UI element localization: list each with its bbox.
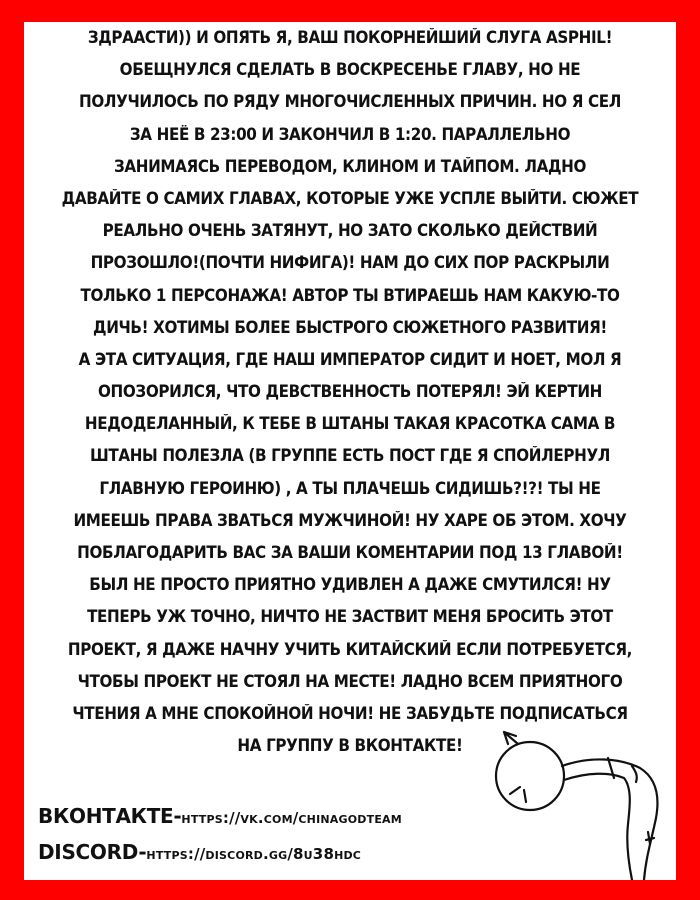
message-line: ЧТОБЫ ПРОЕКТ НЕ СТОЯЛ НА МЕСТЕ! ЛАДНО ВСЕМ ПРИЯТНОГО — [77, 671, 623, 691]
discord-url[interactable]: https://discord.gg/8u38hdc — [146, 845, 362, 863]
message-line: НА ГРУППУ В ВКОНТАКТЕ! — [237, 736, 463, 756]
notice-panel — [24, 22, 676, 880]
discord-label: DISCORD — [38, 840, 139, 864]
message-line: ПОЛУЧИЛОСЬ ПО РЯДУ МНОГОЧИСЛЕННЫХ ПРИЧИН. НО Я СЕЛ — [79, 92, 621, 112]
message-line: ЗАНИМАЯСЬ ПЕРЕВОДОМ, КЛИНОМ И ТАЙПОМ. ЛАДНО — [113, 156, 587, 176]
message-line: ЗА НЕЁ В 23:00 И ЗАКОНЧИЛ В 1:20. ПАРАЛЛЕЛЬНО — [129, 124, 571, 144]
message-line: БЫЛ НЕ ПРОСТО ПРИЯТНО УДИВЛЕН А ДАЖЕ СМУТИЛСЯ! НУ — [89, 575, 611, 595]
doodle-head — [496, 742, 564, 810]
message-line: ПОБЛАГОДАРИТЬ ВАС ЗА ВАШИ КОМЕНТАРИИ ПОД 13 ГЛАВОЙ! — [77, 543, 623, 562]
discord-separator: - — [138, 840, 147, 864]
message-line: ОПОЗОРИЛСЯ, ЧТО ДЕВСТВЕННОСТЬ ПОТЕРЯЛ! ЭЙ КЕРТИН — [98, 382, 602, 402]
vk-label: ВКОНТАКТЕ — [38, 804, 174, 828]
message-line: ТОЛЬКО 1 ПЕРСОНАЖА! АВТОР ТЫ ВТИРАЕШЬ НАМ КАКУЮ-ТО — [80, 285, 620, 305]
doodle-eye-right — [524, 790, 526, 802]
vk-url[interactable]: https://vk.com/chinagodteam — [181, 809, 402, 827]
message-line: НЕДОДЕЛАННЫЙ, К ТЕБЕ В ШТАНЫ ТАКАЯ КРАСОТКА САМА В — [84, 414, 616, 434]
message-line: ДИЧЬ! ХОТИМЫ БОЛЕЕ БЫСТРОГО СЮЖЕТНОГО РАЗВИТИЯ! — [93, 317, 607, 337]
doodle-eye-left — [510, 787, 520, 794]
message-line: ГЛАВНУЮ ГЕРОИНЮ) , А ТЫ ПЛАЧЕШЬ СИДИШЬ?!?! ТЫ НЕ — [99, 478, 601, 498]
translator-message — [24, 22, 676, 762]
message-line: ОБЕЩНУЛСЯ СДЕЛАТЬ В ВОСКРЕСЕНЬЕ ГЛАВУ, НО НЕ — [119, 60, 581, 80]
bowing-figure-icon — [460, 714, 676, 880]
doodle-waist-curve — [632, 766, 637, 782]
message-line: ИМЕЕШЬ ПРАВА ЗВАТЬСЯ МУЖЧИНОЙ! НУ ХАРЕ ОБ ЭТОМ. ХОЧУ — [73, 510, 627, 530]
message-line: ЧТЕНИЯ А МНЕ СПОКОЙНОЙ НОЧИ! НЕ ЗАБУДЬТЕ ПОДПИСАТЬСЯ — [72, 703, 628, 723]
doodle-front — [564, 774, 632, 880]
message-line: ШТАНЫ ПОЛЕЗЛА (В ГРУППЕ ЕСТЬ ПОСТ ГДЕ Я СПОЙЛЕРНУЛ — [89, 446, 611, 466]
doodle-detail-mark-2 — [646, 838, 654, 840]
vk-separator: - — [173, 804, 182, 828]
message-line: ЗДРААСТИ)) И ОПЯТЬ Я, ВАШ ПОКОРНЕЙШИЙ СЛУГА ASPHIL! — [87, 28, 613, 47]
message-line: ПРОЗОШЛО!(ПОЧТИ НИФИГА)! НАМ ДО СИХ ПОР РАСКРЫЛИ — [90, 253, 610, 273]
message-line: ПРОЕКТ, Я ДАЖЕ НАЧНУ УЧИТЬ КИТАЙСКИЙ ЕСЛИ ПОТРЕБУЕТСЯ, — [67, 639, 633, 659]
message-line: А ЭТА СИТУАЦИЯ, ГДЕ НАШ ИМПЕРАТОР СИДИТ И НОЕТ, МОЛ Я — [78, 349, 622, 369]
message-line: РЕАЛЬНО ОЧЕНЬ ЗАТЯНУТ, НО ЗАТО СКОЛЬКО ДЕЙСТВИЙ — [102, 221, 598, 241]
message-line: ДАВАЙТЕ О САМИХ ГЛАВАХ, КОТОРЫЕ УЖЕ УСПЛЕ ВЫЙТИ. СЮЖЕТ — [61, 188, 639, 208]
doodle-arm — [504, 732, 518, 744]
message-line: ТЕПЕРЬ УЖ ТОЧНО, НИЧТО НЕ ЗАСТВИТ МЕНЯ БРОСИТЬ ЭТОТ — [87, 607, 613, 627]
